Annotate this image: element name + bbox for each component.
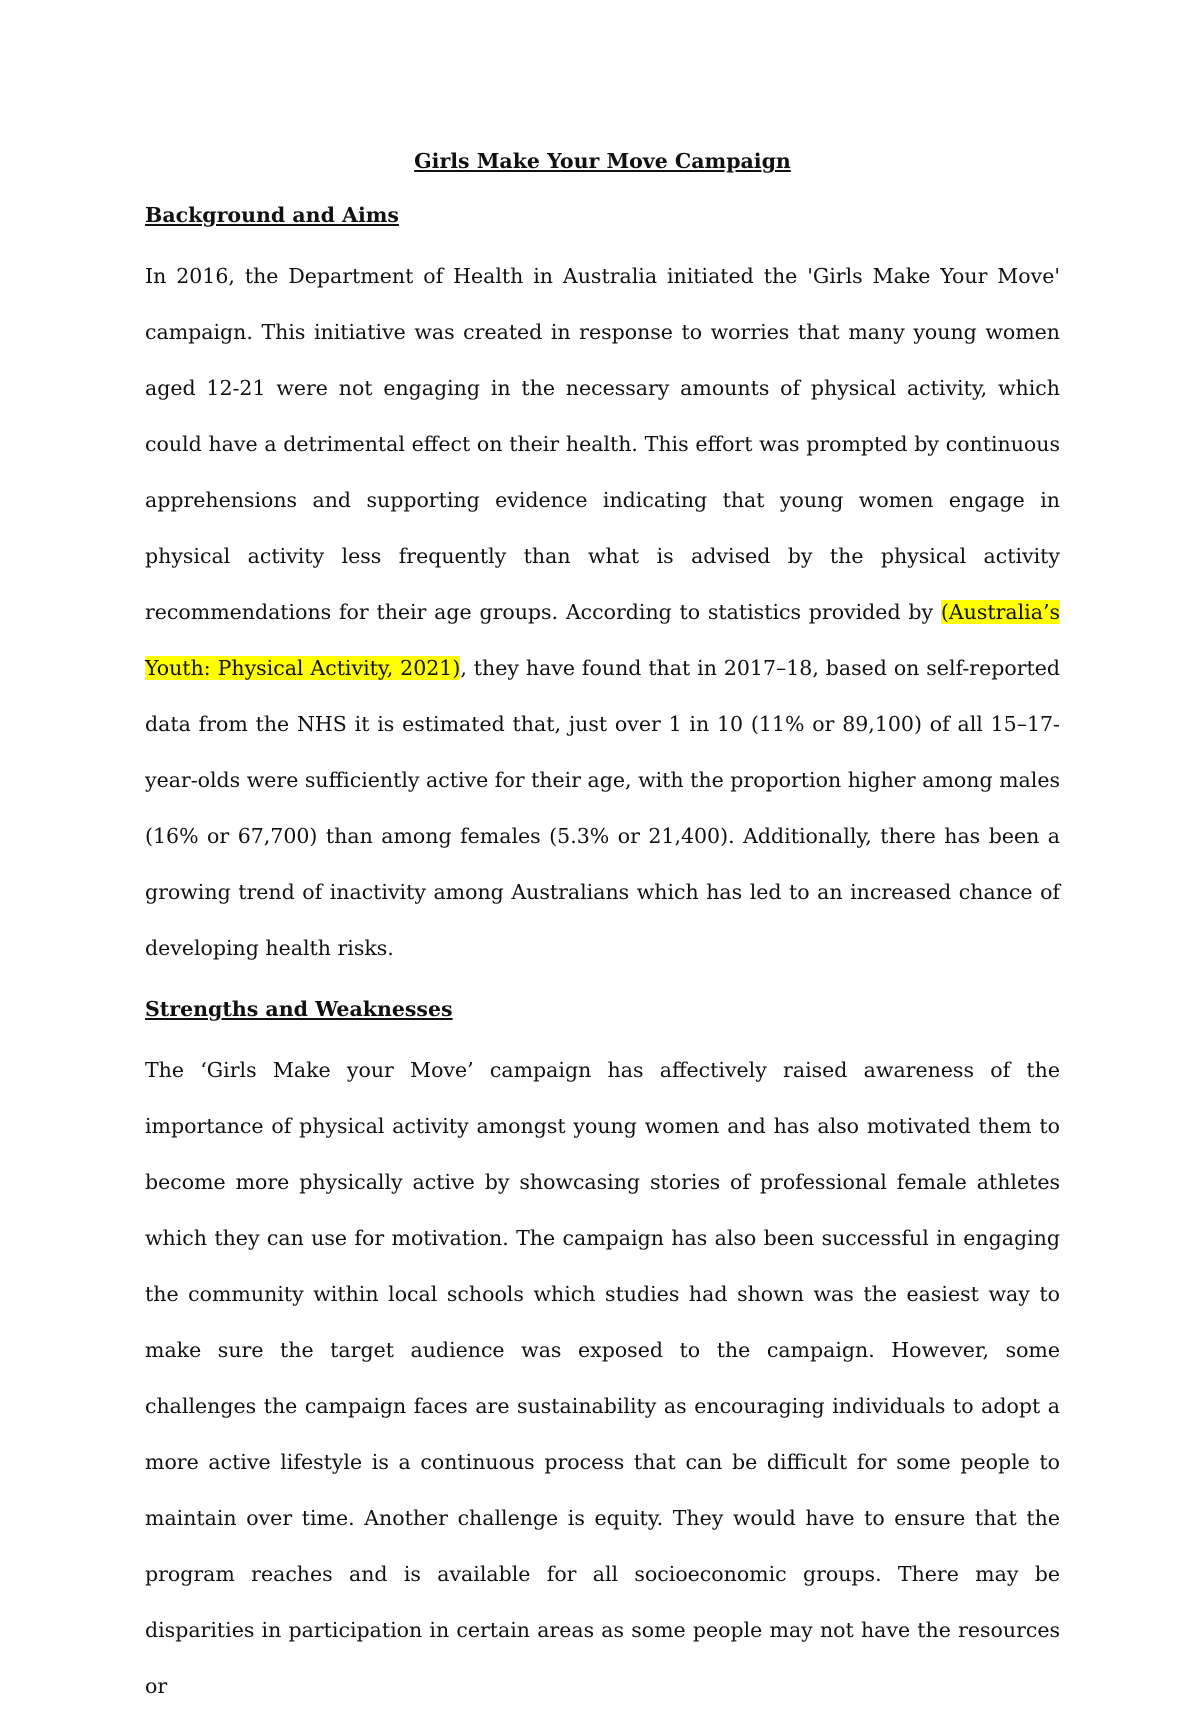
- paragraph-background: [145, 248, 1060, 976]
- paragraph-text: In 2016, the Department of Health in Australia initiated the 'Girls Make Your Move' campaign. This initiative was created in response to worries that many young women aged 12-21 were not engaging in the necessary amounts of physical activity, which could have a detrimental effect on their health. This effort was prompted by continuous apprehensions and supporting evidence indicating that young women engage in physical activity less frequently than what is advised by the physical activity recommendations for their age groups. According to statistics provided by: [145, 264, 1060, 624]
- document-body: [145, 142, 1060, 1728]
- document-title: Girls Make Your Move Campaign: [414, 149, 791, 173]
- section-heading-strengths: Strengths and Weaknesses: [145, 997, 453, 1021]
- highlighted-citation: (Australia’s Youth: Physical Activity, 2021): [145, 600, 1060, 680]
- paragraph-strengths: The ‘Girls Make your Move’ campaign has affectively raised awareness of the importance of physical activity amongst young women and has also motivated them to become more physically active by showcasing stories of professional female athletes which they can use for motivation. The campaign has also been successful in engaging the community within local schools which studies had shown was the easiest way to make sure the target audience was exposed to the campaign. However, some challenges the campaign faces are sustainability as encouraging individuals to adopt a more active lifestyle is a continuous process that can be difficult for some people to maintain over time. Another challenge is equity. They would have to ensure that the program reaches and is available for all socioeconomic groups. There may be disparities in participation in certain areas as some people may not have the resources or: [145, 1058, 1060, 1698]
- section-heading-background: Background and Aims: [145, 203, 399, 227]
- paragraph-text: , they have found that in 2017–18, based on self-reported data from the NHS it is estimated that, just over 1 in 10 (11% or 89,100) of all 15–17-year-olds were sufficiently active for their age, with the proportion higher among males (16% or 67,700) than among females (5.3% or 21,400). Additionally, there has been a growing trend of inactivity among Australians which has led to an increased chance of developing health risks.: [145, 656, 1060, 960]
